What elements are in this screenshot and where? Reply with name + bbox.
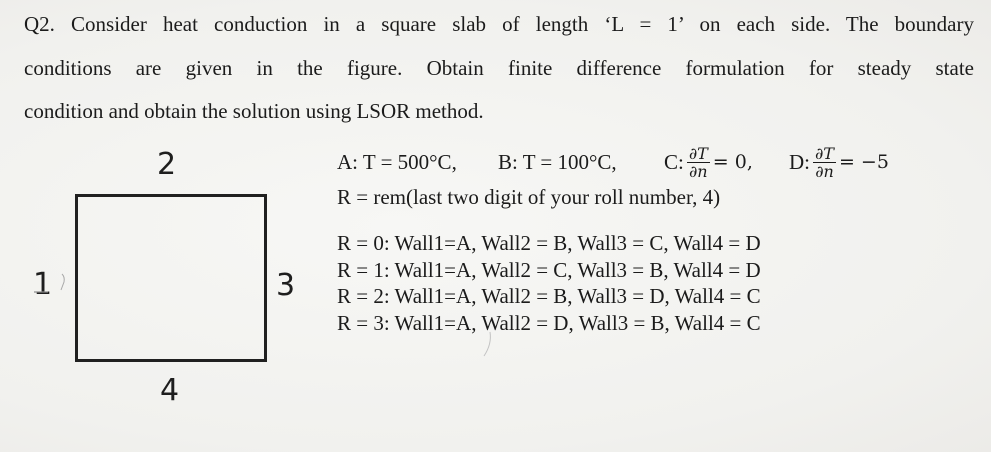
slab-square <box>75 194 267 362</box>
wall-1-label: 1 <box>33 267 53 302</box>
wall-4-label: 4 <box>160 373 180 408</box>
bc-c-prefix: C: <box>664 149 684 174</box>
r-definition: R = rem(last two digit of your roll number, 4) <box>337 185 721 209</box>
bc-d <box>789 141 889 183</box>
case-r2: R = 2: Wall1=A, Wall2 = B, Wall3 = D, Wall4 = C <box>337 284 761 308</box>
bc-c-numerator: ∂T <box>688 143 708 163</box>
bc-d-denominator: ∂n <box>815 161 834 181</box>
pencil-mark-icon <box>28 267 78 302</box>
wall-3-label: 3 <box>276 268 296 303</box>
question-line-2: conditions are given in the figure. Obtain finite difference formulation for steady state <box>24 56 974 80</box>
case-r0: R = 0: Wall1=A, Wall2 = B, Wall3 = C, Wall4 = D <box>337 231 761 255</box>
case-r1: R = 1: Wall1=A, Wall2 = C, Wall3 = B, Wall4 = D <box>337 258 761 282</box>
wall-2-label: 2 <box>157 147 177 182</box>
bc-a: A: T = 500°C, <box>337 150 457 174</box>
stray-pencil-mark <box>470 330 500 360</box>
bc-d-derivative <box>813 145 836 180</box>
question-line-1: Q2. Consider heat conduction in a square slab of length ‘L = 1’ on each side. The boundary <box>24 12 974 36</box>
bc-c-denominator: ∂n <box>689 161 708 181</box>
bc-c <box>664 141 753 183</box>
bc-b: B: T = 100°C, <box>498 150 617 174</box>
bc-c-derivative <box>687 145 710 180</box>
question-line-3: condition and obtain the solution using LSOR method. <box>24 99 484 123</box>
bc-d-prefix: D: <box>789 149 810 174</box>
bc-d-numerator: ∂T <box>815 143 834 163</box>
case-r3: R = 3: Wall1=A, Wall2 = D, Wall3 = B, Wall4 = C <box>337 311 761 335</box>
bc-c-value: = 0, <box>712 151 753 173</box>
bc-d-value: = −5 <box>838 151 889 173</box>
